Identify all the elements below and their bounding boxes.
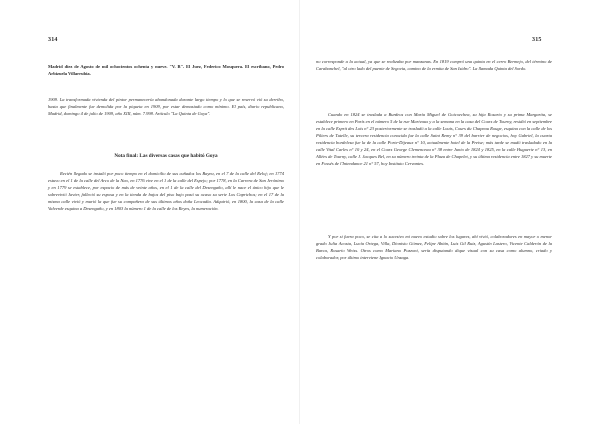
section-heading: Nota final: Las diversas casas que habitó Goya [114,153,218,159]
paragraph [48,96,284,117]
paragraph [48,63,284,77]
page-number: 314 [48,37,58,43]
paragraph [48,170,284,212]
paragraph-text: Y por si fuera poco, se cita a lo sucesivo mi nuevo estudio sobre los lugares, ahí vivió, colaboradores en mayor o menor grado Julia Acosta, Lucía Ortega, Villa, Dionisio Gómez, Felipe Abián, Luis Gil Ruiz, Agustín Lastero, Vicente Calderón de la Barca, Rosario Weiss. Otros como Mariano Pozzoni, sería disputando dique visual con su casa como alumno, criado y colaborador, por último interviene Ignacio Unzaga. [316,234,552,260]
paragraph [316,233,552,261]
paragraph-text: Madrid diez de Agosto de mil ochocientos ochenta y nueve. "V. B". El Juez, Federico Mosquera. El escribano, Pedro Arbizuela Villarrubia. [48,64,284,76]
paragraph [316,111,552,167]
right-page [300,0,600,424]
paragraph-text: Cuando en 1824 se traslada a Burdeos con María Miguel de Goicoechea, su hija Rosario y su prima Margarita, se establece primero en París en el número 5 de la rue Marivaux y a la semana en la casa del Cours de Tourny, residió en septiembre en la calle Esprit des Lois n° 23 posteriormente se trasladó a la calle Louis, Cours du Chapeau Rouge, esquina con la calle de los Piliers de Tutelle, su tercera residencia conocida fue la calle Saint Remy n° 39 del barrier de negocios, hoy Gabriel, la cuarta residencia bordelesa fue la de la calle Porte-Dijeaux n° 10, actualmente hotel de la Preise; más tarde se mudó trasladado en la calle Vital Carles n° 10 y 24, en el Cours George Clemenceau n° 38 entre Junio de 1824 y 1825, en la calle Huguerie n° 13, en Allées de Tourny, calle J. Jacques Bel, en su número treinta de la Plaza de Chapelet, y su última residencia entre 1827 y su muerte en Fossés de l'Intendance 21 n° 57, hoy Instituto Cervantes. [316,112,552,166]
paragraph-text: Recién llegado se instaló por poco tiempo en el domicilio de sus cuñados los Bayeu, en el 7 de la calle del Reloj; en 1774 estuvo en el 1 de la calle del Arco de la Nao, en 1776 vive en el 1 de la calle del Espejo; por 1778, en la Carrera de San Jerónimo y en 1779 se establece, por espacio de más de veinte años, en el 1 de la calle del Desengaño, allí le nace el único hijo que le sobrevivió Javier, falleció su esposa y en la tienda de bajos del piso bajo pasó su ocaso su serie Los Caprichos; en el 17 de la misma calle vivió y murió la que fue su compañera de sus últimos años doña Leocadia. Adquirió, en 1800, la casa de la calle Valverde esquina a Desengaño, y en 1803 la número 1 de la calle de los Reyes, la numeración. [48,171,284,211]
page-number: 315 [532,37,542,43]
paragraph-text: no corresponde a la actual, ya que se realizaba por manzanas. En 1819 compró una quinta en el cerro Bermejo, del término de Carabanchel, "al otro lado del puente de Segovia, camino de la ermita de San Isidro". La llamada Quinta del Sordo. [316,59,552,71]
paragraph [316,58,552,72]
paragraph-text: 1909. La transformada vivienda del pintor permanecería abandonada durante largo tiempo y lo que se reservó vió su derribo, hasta que finalmente fue demolida por la piqueta en 1909, por estar demasiado como mínimo. El país, diario republicano, Madrid, domingo 4 de julio de 1909, año XIII, núm. 7.998. Artículo "La Quinta de Goya". [48,97,284,116]
